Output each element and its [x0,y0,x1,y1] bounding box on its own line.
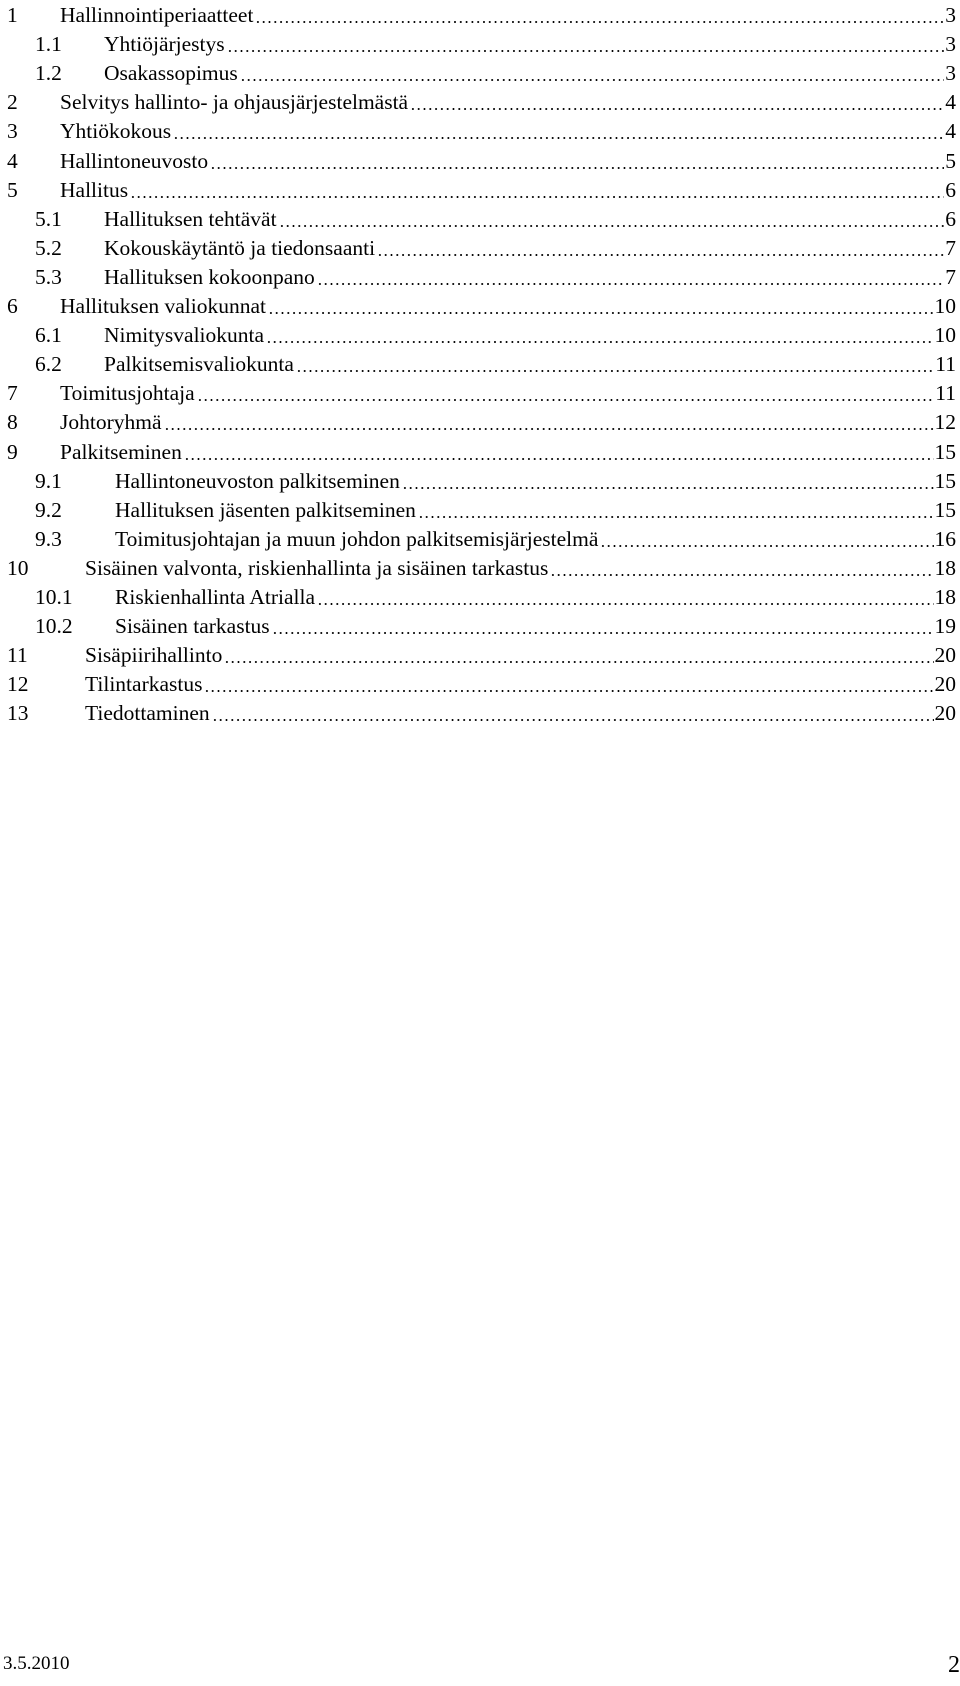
toc-page-number: 12 [934,410,956,435]
toc-section-number: 9.1 [35,468,62,493]
toc-section-number: 1.1 [35,32,62,57]
toc-section-title: Johtoryhmä [60,410,162,435]
toc-section-title: Palkitsemisvaliokunta [104,352,294,377]
toc-section-number: 13 [7,701,29,726]
dot-leader [130,177,944,199]
toc-section-number: 2 [7,90,18,115]
dot-leader [418,497,934,519]
toc-title-line [104,29,960,59]
toc-entry[interactable] [0,611,960,641]
toc-section-title: Yhtiökokous [60,119,172,144]
toc-section-title: Sisäinen tarkastus [115,614,270,639]
toc-page-number: 3 [945,61,956,86]
toc-section-number: 6 [7,294,18,318]
toc-section-title: Riskienhallinta Atrialla [115,585,316,609]
toc-entry[interactable] [0,437,960,467]
toc-section-number: 10.2 [35,614,73,639]
toc-title-line [60,378,960,408]
toc-title-line [115,495,960,525]
toc-page-number: 19 [934,614,956,639]
toc-section-title: Hallintoneuvoston palkitseminen [115,468,400,493]
toc-title-line [104,262,960,292]
toc-entry[interactable] [0,378,960,408]
toc-section-title: Hallinnointiperiaatteet [60,3,254,27]
toc-section-title: Hallituksen jäsenten palkitseminen [115,497,416,522]
toc-title-line [85,698,960,728]
toc-title-line [60,116,960,146]
dot-leader [210,148,944,170]
toc-section-number: 1 [7,3,18,27]
toc-title-line [85,640,960,670]
toc-entry[interactable] [0,175,960,205]
toc-section-number: 9.3 [35,526,62,551]
toc-title-line [60,291,960,321]
dot-leader [197,381,935,403]
toc-section-title: Osakassopimus [104,61,238,86]
toc-entry[interactable] [0,0,960,30]
toc-section-title: Sisäpiirihallinto [85,643,223,668]
toc-entry[interactable] [0,204,960,234]
toc-section-number: 9 [7,439,18,464]
toc-entry[interactable] [0,524,960,554]
toc-title-line [60,87,960,117]
dot-leader [317,264,944,286]
toc-page-number: 11 [935,352,956,377]
toc-entry[interactable] [0,291,960,321]
footer-date: 3.5.2010 [3,1653,70,1674]
toc-page-number: 10 [934,323,956,348]
toc-page-number: 15 [934,468,956,493]
toc-section-number: 5.1 [35,206,62,231]
toc-section-title: Nimitysvaliokunta [104,323,265,348]
toc-page-number: 20 [934,643,956,668]
toc-entry[interactable] [0,320,960,350]
toc-title-line [104,204,960,234]
toc-title-line [104,320,960,350]
toc-title-line [60,175,960,205]
toc-title-line [115,582,960,612]
toc-section-title: Hallituksen tehtävät [104,206,277,231]
dot-leader [410,90,944,112]
toc-entry[interactable] [0,553,960,583]
toc-section-number: 8 [7,410,18,435]
toc-section-number: 10 [7,555,29,580]
footer-page-number: 2 [948,1652,960,1678]
toc-title-line [115,466,960,496]
dot-leader [377,235,944,257]
toc-section-title: Hallituksen kokoonpano [104,264,315,289]
toc-section-number: 4 [7,148,18,173]
toc-entry[interactable] [0,407,960,437]
toc-section-title: Tiedottaminen [85,701,210,726]
toc-section-title: Hallintoneuvosto [60,148,209,173]
dot-leader [272,614,934,636]
toc-title-line [85,553,960,583]
toc-entry[interactable] [0,495,960,525]
toc-section-title: Toimitusjohtajan ja muun johdon palkitsemisjärjestelmä [115,526,599,551]
dot-leader [164,410,934,432]
toc-page-number: 3 [945,3,956,27]
toc-page-number: 16 [934,526,956,551]
toc-section-number: 5.2 [35,235,62,260]
toc-entry[interactable] [0,87,960,117]
toc-page-number: 3 [945,32,956,57]
toc-page-number: 10 [934,294,956,318]
toc-page-number: 11 [935,381,956,406]
toc-entry[interactable] [0,29,960,59]
toc-page-number: 18 [934,555,956,580]
toc-section-number: 3 [7,119,18,144]
toc-page-number: 15 [934,439,956,464]
toc-section-title: Hallitus [60,177,129,202]
toc-title-line [85,669,960,699]
toc-section-title: Tilintarkastus [85,672,203,697]
toc-title-line [104,349,960,379]
toc-section-number: 6.2 [35,352,62,377]
toc-section-number: 1.2 [35,61,62,86]
toc-entry[interactable] [0,146,960,176]
toc-title-line [60,407,960,437]
dot-leader [212,701,934,723]
toc-section-title: Selvitys hallinto- ja ohjausjärjestelmästä [60,90,409,115]
toc-page-number: 7 [945,264,956,289]
toc-entry[interactable] [0,58,960,88]
toc-section-title: Toimitusjohtaja [60,381,195,406]
toc-entry[interactable] [0,349,960,379]
toc-page-number: 18 [934,585,956,609]
toc-section-number: 9.2 [35,497,62,522]
toc-section-title: Sisäinen valvonta, riskienhallinta ja sisäinen tarkastus [85,555,549,580]
toc-entry[interactable] [0,640,960,670]
toc-entry[interactable] [0,669,960,699]
toc-entry[interactable] [0,466,960,496]
toc-page-number: 4 [945,119,956,144]
toc-section-number: 5.3 [35,264,62,289]
dot-leader [227,32,945,54]
dot-leader [204,672,933,694]
toc-section-number: 10.1 [35,585,73,609]
dot-leader [296,352,934,374]
toc-entry[interactable] [0,233,960,263]
dot-leader [317,585,933,607]
toc-page-number: 7 [945,235,956,260]
dot-leader [279,206,945,228]
dot-leader [255,3,944,25]
toc-page-number: 6 [945,206,956,231]
toc-page-number: 4 [945,90,956,115]
toc-page-number: 6 [945,177,956,202]
toc-title-line [104,58,960,88]
toc-section-number: 7 [7,381,18,406]
toc-section-number: 11 [7,643,28,668]
toc-title-line [60,437,960,467]
toc-section-number: 6.1 [35,323,62,348]
toc-section-title: Yhtiöjärjestys [104,32,225,57]
dot-leader [184,439,934,461]
toc-entry[interactable] [0,582,960,612]
toc-entry[interactable] [0,698,960,728]
dot-leader [240,61,944,83]
dot-leader [224,643,933,665]
toc-section-title: Palkitseminen [60,439,182,464]
toc-page-number: 15 [934,497,956,522]
toc-title-line [60,146,960,176]
dot-leader [550,555,933,577]
dot-leader [266,323,933,345]
toc-page-number: 5 [945,148,956,173]
toc-entry[interactable] [0,116,960,146]
toc-section-number: 12 [7,672,29,697]
toc-title-line [60,0,960,30]
toc-page-number: 20 [934,701,956,726]
toc-entry[interactable] [0,262,960,292]
toc-page-number: 20 [934,672,956,697]
dot-leader [173,119,944,141]
dot-leader [600,526,933,548]
dot-leader [402,468,934,490]
toc-title-line [115,611,960,641]
toc-section-title: Kokouskäytäntö ja tiedonsaanti [104,235,376,260]
toc-section-number: 5 [7,177,18,202]
dot-leader [268,294,933,316]
toc-title-line [104,233,960,263]
toc-section-title: Hallituksen valiokunnat [60,294,267,318]
toc-title-line [115,524,960,554]
